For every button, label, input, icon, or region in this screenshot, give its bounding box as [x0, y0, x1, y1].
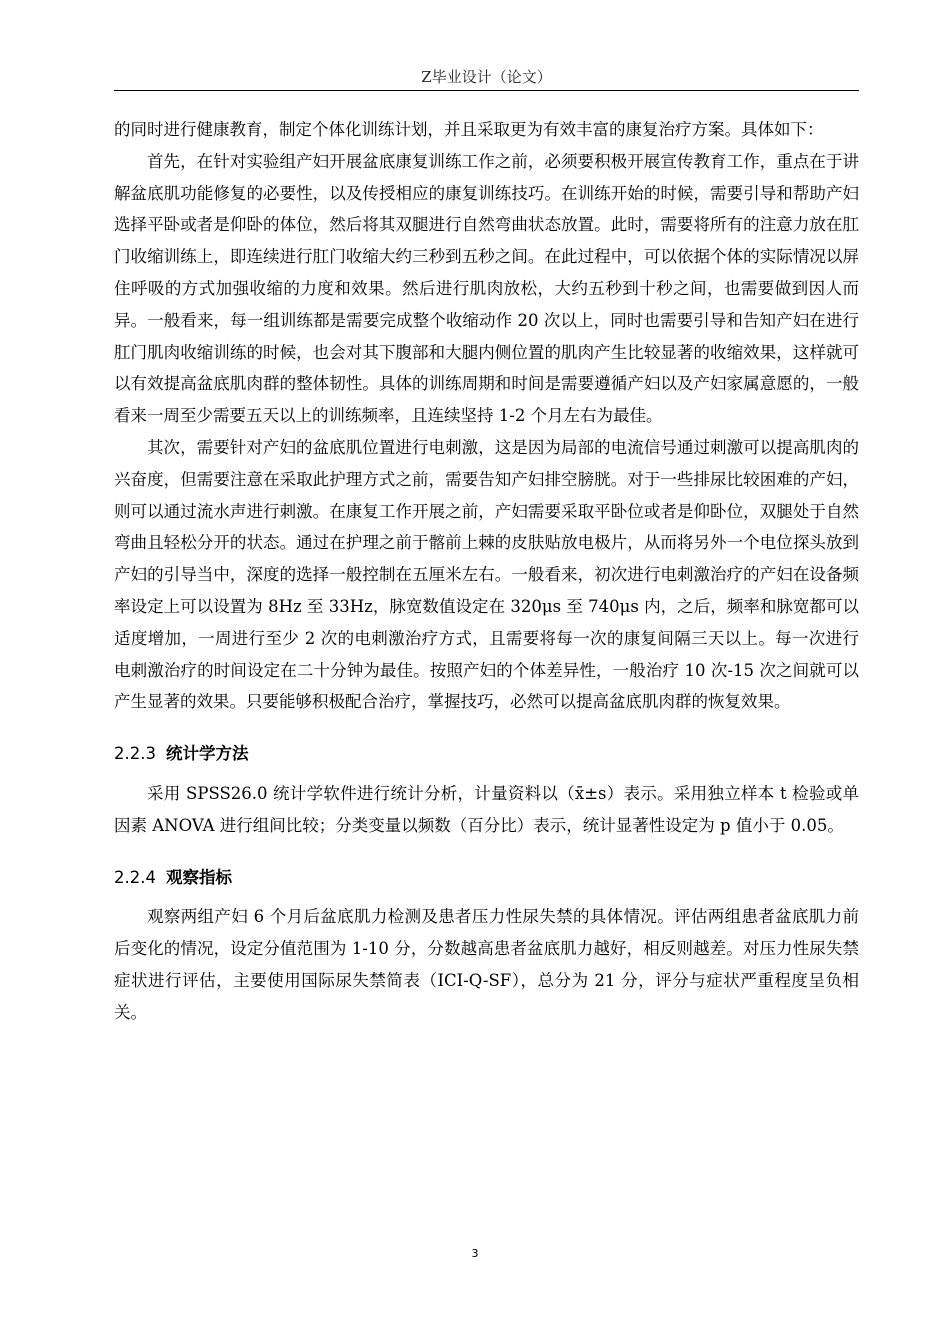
- section-title: 观察指标: [165, 867, 232, 887]
- section-number: 2.2.4: [114, 867, 156, 887]
- paragraph-observation: 观察两组产妇 6 个月后盆底肌力检测及患者压力性尿失禁的具体情况。评估两组患者盆底肌力前后变化的情况，设定分值范围为 1-10 分，分数越高患者盆底肌力越好，相反则越差。对压力性尿失禁症状进行评估，主要使用国际尿失禁简表（ICI-Q-SF），总分为 21 分，评分与症状严重程度呈负相关。: [114, 907, 859, 1022]
- section-heading-statistics: [114, 738, 859, 770]
- section-title: 统计学方法: [165, 744, 249, 764]
- section-heading-observation: [114, 862, 859, 894]
- page-header-title: Z毕业设计（论文）: [421, 68, 552, 86]
- paragraph-pelvic-training: 首先，在针对实验组产妇开展盆底康复训练工作之前，必须要积极开展宣传教育工作，重点在于讲解盆底肌功能修复的必要性，以及传授相应的康复训练技巧。在训练开始的时候，需要引导和帮助产妇选择平卧或者是仰卧的体位，然后将其双腿进行自然弯曲状态放置。此时，需要将所有的注意力放在肛门收缩训练上，即连续进行肛门收缩大约三秒到五秒之间。在此过程中，可以依据个体的实际情况以屏住呼吸的方式加强收缩的力度和效果。然后进行肌肉放松，大约五秒到十秒之间，也需要做到因人而异。一般看来，每一组训练都是需要完成整个收缩动作 20 次以上，同时也需要引导和告知产妇在进行肛门肌肉收缩训练的时候，也会对其下腹部和大腿内侧位置的肌肉产生比较显著的收缩效果，这样就可以有效提高盆底肌肉群的整体韧性。具体的训练周期和时间是需要遵循产妇以及产妇家属意愿的，一般看来一周至少需要五天以上的训练频率，且连续坚持 1-2 个月左右为最佳。: [114, 151, 859, 426]
- document-body: [114, 114, 859, 1029]
- paragraph-statistics: 采用 SPSS26.0 统计学软件进行统计分析，计量资料以（x̄±s）表示。采用独立样本 t 检验或单因素 ANOVA 进行组间比较；分类变量以频数（百分比）表示，统计显著性设定为 p 值小于 0.05。: [114, 783, 859, 835]
- header-divider: [114, 90, 859, 91]
- section-number: 2.2.3: [114, 744, 156, 764]
- paragraph-electrical-stimulation: 其次，需要针对产妇的盆底肌位置进行电刺激，这是因为局部的电流信号通过刺激可以提高肌肉的兴奋度，但需要注意在采取此护理方式之前，需要告知产妇排空膀胱。对于一些排尿比较困难的产妇，则可以通过流水声进行刺激。在康复工作开展之前，产妇需要采取平卧位或者是仰卧位，双腿处于自然弯曲且轻松分开的状态。通过在护理之前于髂前上棘的皮肤贴放电极片，从而将另外一个电位探头放到产妇的引导当中，深度的选择一般控制在五厘米左右。一般看来，初次进行电刺激治疗的产妇在设备频率设定上可以设置为 8Hz 至 33Hz，脉宽数值设定在 320μs 至 740μs 内，之后，频率和脉宽都可以适度增加，一周进行至少 2 次的电刺激治疗方式，且需要将每一次的康复间隔三天以上。每一次进行电刺激治疗的时间设定在二十分钟为最佳。按照产妇的个体差异性，一般治疗 10 次-15 次之间就可以产生显著的效果。只要能够积极配合治疗，掌握技巧，必然可以提高盆底肌肉群的恢复效果。: [114, 437, 859, 712]
- page-number: 3: [471, 1247, 479, 1260]
- paragraph-continuation: 的同时进行健康教育，制定个体化训练计划，并且采取更为有效丰富的康复治疗方案。具体如下：: [114, 120, 824, 139]
